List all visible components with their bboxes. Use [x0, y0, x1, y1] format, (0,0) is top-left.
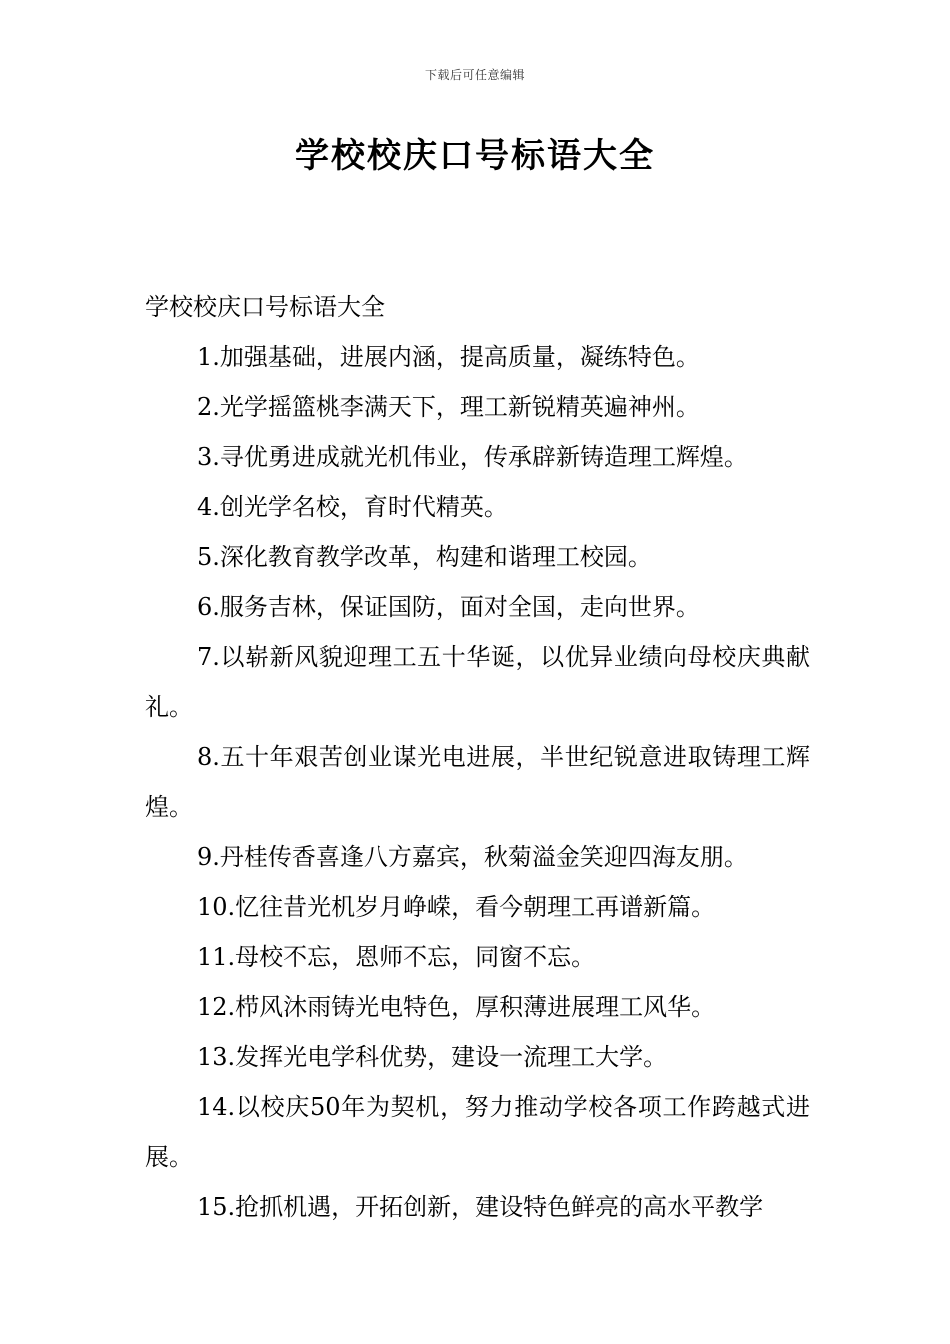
slogan-item-14: 14.以校庆50年为契机，努力推动学校各项工作跨越式进展。 — [145, 1093, 810, 1171]
section-heading: 学校校庆口号标语大全 — [145, 293, 385, 321]
slogan-item-11: 11.母校不忘，恩师不忘，同窗不忘。 — [197, 943, 596, 971]
slogan-item-7: 7.以崭新风貌迎理工五十华诞，以优异业绩向母校庆典献礼。 — [145, 643, 810, 721]
slogan-item-10: 10.忆往昔光机岁月峥嵘，看今朝理工再谱新篇。 — [197, 893, 716, 921]
document-title: 学校校庆口号标语大全 — [295, 136, 655, 176]
slogan-item-8: 8.五十年艰苦创业谋光电进展，半世纪锐意进取铸理工辉煌。 — [145, 743, 810, 821]
slogan-item-5: 5.深化教育教学改革，构建和谐理工校园。 — [197, 543, 652, 571]
slogan-item-12: 12.栉风沐雨铸光电特色，厚积薄进展理工风华。 — [197, 993, 716, 1021]
page-header-note: 下载后可任意编辑 — [424, 68, 525, 82]
slogan-item-3: 3.寻优勇进成就光机伟业，传承辟新铸造理工辉煌。 — [197, 443, 748, 471]
slogan-item-6: 6.服务吉林，保证国防，面对全国，走向世界。 — [197, 593, 700, 621]
document-body — [145, 282, 810, 1232]
slogan-item-15: 15.抢抓机遇，开拓创新，建设特色鲜亮的高水平教学 — [197, 1193, 764, 1221]
slogan-item-4: 4.创光学名校，育时代精英。 — [197, 493, 508, 521]
slogan-item-2: 2.光学摇篮桃李满天下，理工新锐精英遍神州。 — [197, 393, 700, 421]
slogan-item-1: 1.加强基础，进展内涵，提高质量，凝练特色。 — [197, 343, 700, 371]
slogan-item-13: 13.发挥光电学科优势，建设一流理工大学。 — [197, 1043, 668, 1071]
slogan-item-9: 9.丹桂传香喜逢八方嘉宾，秋菊溢金笑迎四海友朋。 — [197, 843, 748, 871]
